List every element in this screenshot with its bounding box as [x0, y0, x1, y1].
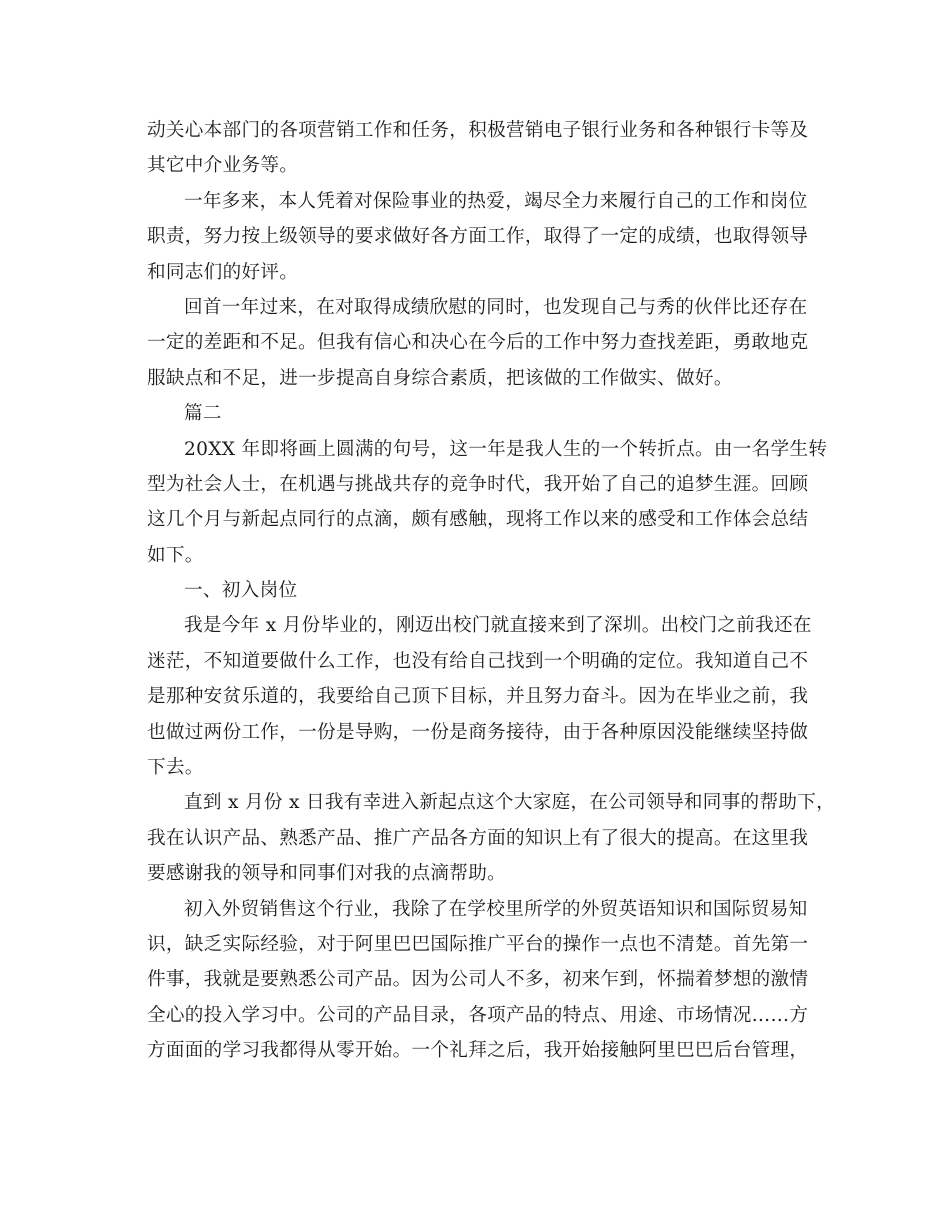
text-line: 如下。 [147, 544, 204, 566]
text-line: 一年多来，本人凭着对保险事业的热爱，竭尽全力来履行自己的工作和岗位 [184, 190, 808, 212]
text-line: 直到 x 月份 x 日我有幸进入新起点这个大家庭，在公司领导和同事的帮助下， [184, 792, 836, 814]
text-line: 一定的差距和不足。但我有信心和决心在今后的工作中努力查找差距，勇敢地克 [147, 332, 809, 354]
text-line: 全心的投入学习中。公司的产品目录，各项产品的特点、用途、市场情况……方 [147, 1004, 809, 1026]
text-line: 初入外贸销售这个行业，我除了在学校里所学的外贸英语知识和国际贸易知 [184, 898, 808, 920]
text-line: 识，缺乏实际经验，对于阿里巴巴国际推广平台的操作一点也不清楚。首先第一 [147, 933, 809, 955]
text-line: 迷茫，不知道要做什么工作，也没有给自己找到一个明确的定位。我知道自己不 [147, 650, 809, 672]
text-line: 方面面的学习我都得从零开始。一个礼拜之后，我开始接触阿里巴巴后台管理， [147, 1040, 809, 1062]
text-line: 职责，努力按上级领导的要求做好各方面工作，取得了一定的成绩，也取得领导 [147, 226, 809, 248]
text-line: 我在认识产品、熟悉产品、推广产品各方面的知识上有了很大的提高。在这里我 [147, 827, 809, 849]
text-line: 要感谢我的领导和同事们对我的点滴帮助。 [147, 863, 506, 885]
document-page [147, 113, 836, 1069]
text-line: 篇二 [184, 403, 222, 425]
text-line: 一、初入岗位 [184, 580, 298, 602]
text-line: 下去。 [147, 757, 204, 779]
text-line: 回首一年过来，在对取得成绩欣慰的同时，也发现自己与秀的伙伴比还存在 [184, 296, 808, 318]
text-line: 服缺点和不足，进一步提高自身综合素质，把该做的工作做实、做好。 [147, 367, 733, 389]
text-line: 其它中介业务等。 [147, 155, 299, 177]
text-line: 和同志们的好评。 [147, 261, 299, 283]
text-line: 我是今年 x 月份毕业的，刚迈出校门就直接来到了深圳。出校门之前我还在 [184, 615, 812, 637]
text-line: 动关心本部门的各项营销工作和任务，积极营销电子银行业务和各种银行卡等及 [147, 120, 809, 141]
text-line: 件事，我就是要熟悉公司产品。因为公司人不多，初来乍到，怀揣着梦想的激情 [147, 969, 809, 991]
text-line: 是那种安贫乐道的，我要给自己顶下目标，并且努力奋斗。因为在毕业之前，我 [147, 686, 809, 708]
text-line: 也做过两份工作，一份是导购，一份是商务接待，由于各种原因没能继续坚持做 [147, 721, 809, 743]
text-line: 型为社会人士，在机遇与挑战共存的竞争时代，我开始了自己的追梦生涯。回顾 [147, 473, 809, 495]
text-line: 这几个月与新起点同行的点滴，颇有感触，现将工作以来的感受和工作体会总结 [147, 509, 809, 531]
text-line: 20XX 年即将画上圆满的句号，这一年是我人生的一个转折点。由一名学生转 [184, 438, 828, 460]
